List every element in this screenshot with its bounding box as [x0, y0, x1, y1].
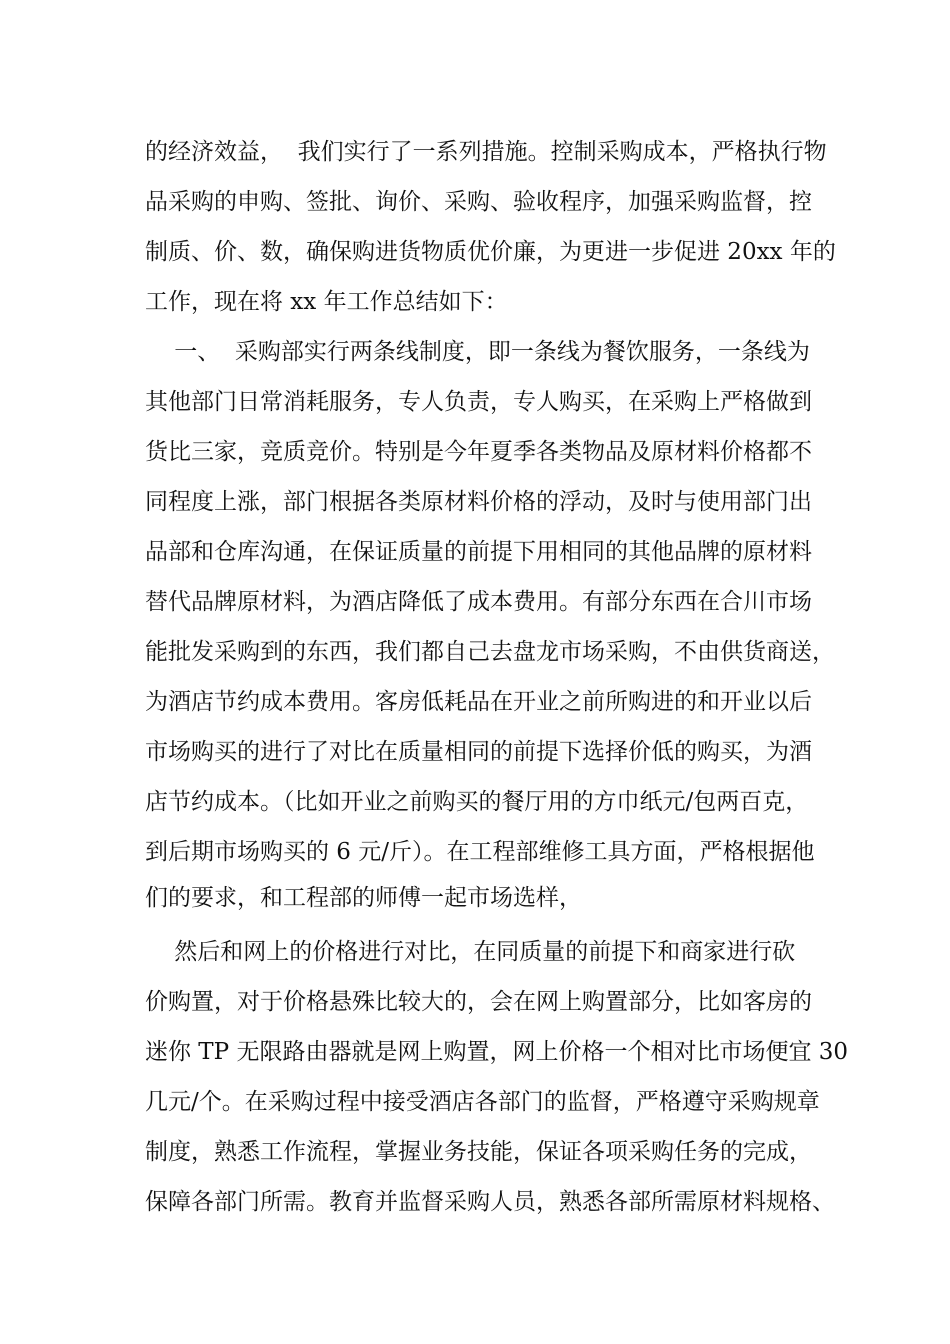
text-line: 几元/个。在采购过程中接受酒店各部门的监督，严格遵守采购规章 — [145, 1089, 820, 1115]
text-line: 然后和网上的价格进行对比，在同质量的前提下和商家进行砍 — [145, 939, 796, 965]
text-line: 货比三家，竞质竞价。特别是今年夏季各类物品及原材料价格都不 — [145, 439, 812, 465]
text-line: 价购置，对于价格悬殊比较大的，会在网上购置部分，比如客房的 — [145, 989, 812, 1015]
text-line: 品部和仓库沟通，在保证质量的前提下用相同的其他品牌的原材料 — [145, 539, 812, 565]
text-line: 同程度上涨，部门根据各类原材料价格的浮动，及时与使用部门出 — [145, 489, 812, 515]
text-line: 保障各部门所需。教育并监督采购人员，熟悉各部所需原材料规格、 — [145, 1189, 835, 1215]
text-line: 替代品牌原材料，为酒店降低了成本费用。有部分东西在合川市场 — [145, 589, 812, 615]
text-line: 品采购的申购、签批、询价、采购、验收程序，加强采购监督，控 — [145, 189, 812, 215]
text-line: 市场购买的进行了对比在质量相同的前提下选择价低的购买，为酒 — [145, 739, 812, 765]
text-line: 店节约成本。（比如开业之前购买的餐厅用的方巾纸元/包两百克， — [145, 789, 809, 815]
text-line: 其他部门日常消耗服务，专人负责，专人购买，在采购上严格做到 — [145, 389, 812, 415]
text-line: 为酒店节约成本费用。客房低耗品在开业之前所购进的和开业以后 — [145, 689, 812, 715]
text-line: 制度，熟悉工作流程，掌握业务技能，保证各项采购任务的完成， — [145, 1139, 812, 1165]
text-line: 到后期市场购买的 6 元/斤）。在工程部维修工具方面，严格根据他 — [145, 839, 815, 865]
text-line: 迷你 TP 无限路由器就是网上购置，网上价格一个相对比市场便宜 30 — [145, 1039, 849, 1065]
text-line: 能批发采购到的东西，我们都自己去盘龙市场采购，不由供货商送， — [145, 639, 835, 665]
text-line: 的经济效益， 我们实行了一系列措施。控制采购成本，严格执行物 — [145, 139, 827, 165]
text-line: 制质、价、数，确保购进货物质优价廉，为更进一步促进 20xx 年的 — [145, 239, 836, 265]
text-line: 们的要求，和工程部的师傅一起市场选样， — [145, 885, 582, 911]
text-line: 工作，现在将 xx 年工作总结如下： — [145, 289, 508, 315]
text-line: 一、 采购部实行两条线制度，即一条线为餐饮服务，一条线为 — [145, 339, 810, 365]
